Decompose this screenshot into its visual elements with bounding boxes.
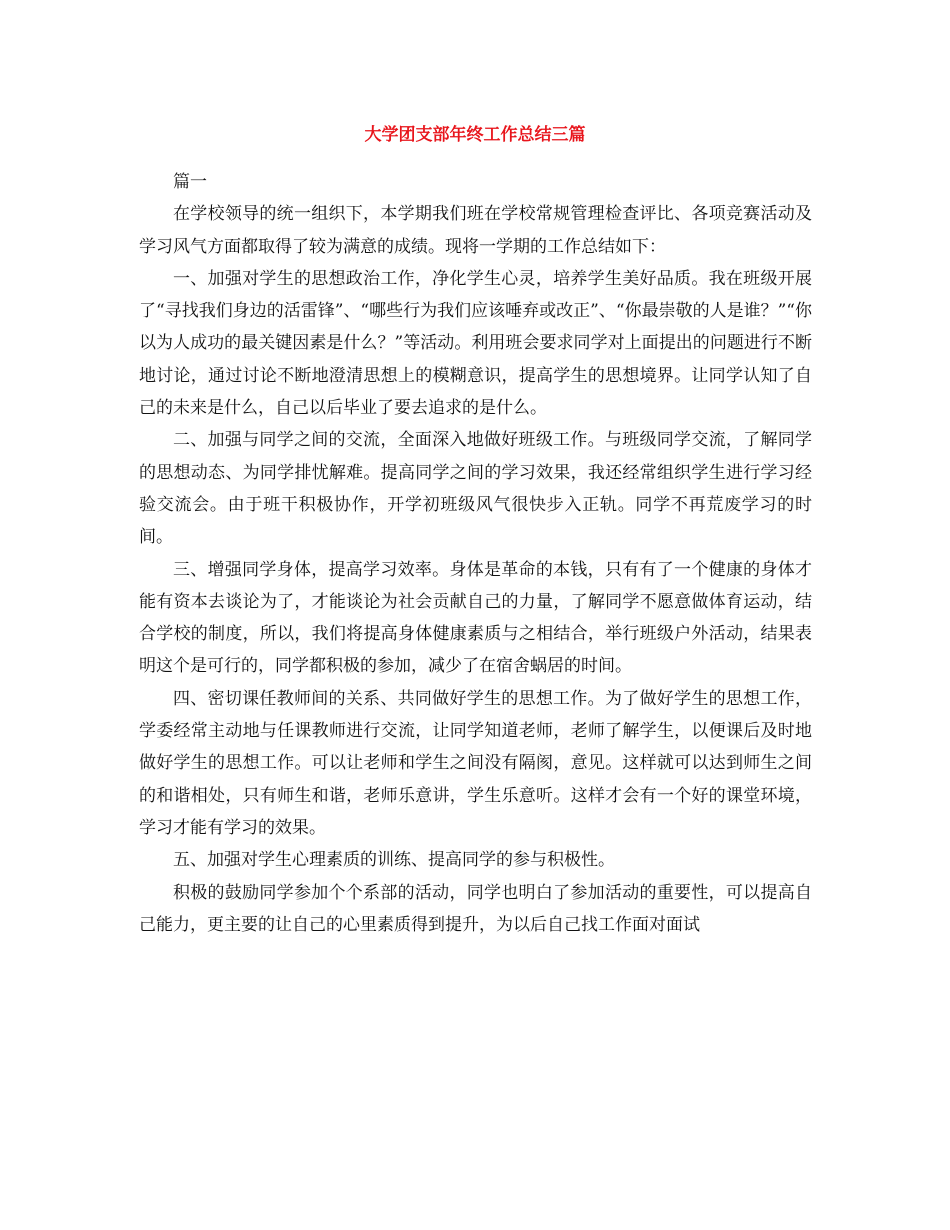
paragraph: 五、加强对学生心理素质的训练、提高同学的参与积极性。	[173, 850, 615, 871]
paragraph: 二、加强与同学之间的交流，全面深入地做好班级工作。与班级同学交流，了解同学的思想动态、为同学排忧解难。提高同学之间的学习效果，我还经常组织学生进行学习经验交流会。由于班干积极协作，开学初班级风气很快步入正轨。同学不再荒废学习的时间。	[139, 430, 812, 548]
paragraph: 一、加强对学生的思想政治工作，净化学生心灵，培养学生美好品质。我在班级开展了“寻找我们身边的活雷锋”、“哪些行为我们应该唾弃或改正”、“你最崇敬的人是谁？”“你以为人成功的最关键因素是什么？”等活动。利用班会要求同学对上面提出的问题进行不断地讨论，通过讨论不断地澄清思想上的模糊意识，提高学生的思想境界。让同学认知了自己的未来是什么，自己以后毕业了要去追求的是什么。	[139, 268, 812, 419]
document-body	[139, 166, 812, 941]
paragraph: 在学校领导的统一组织下，本学期我们班在学校常规管理检查评比、各项竞赛活动及学习风气方面都取得了较为满意的成绩。现将一学期的工作总结如下：	[139, 204, 812, 257]
paragraph: 四、密切课任教师间的关系、共同做好学生的思想工作。为了做好学生的思想工作，学委经常主动地与任课教师进行交流，让同学知道老师，老师了解学生，以便课后及时地做好学生的思想工作。可以让老师和学生之间没有隔阂，意见。这样就可以达到师生之间的和谐相处，只有师生和谐，老师乐意讲，学生乐意听。这样才会有一个好的课堂环境，学习才能有学习的效果。	[139, 688, 812, 838]
paragraph: 三、增强同学身体，提高学习效率。身体是革命的本钱，只有有了一个健康的身体才能有资本去谈论为了，才能谈论为社会贡献自己的力量，了解同学不愿意做体育运动，结合学校的制度，所以，我们将提高身体健康素质与之相结合，举行班级户外活动，结果表明这个是可行的，同学都积极的参加，减少了在宿舍蜗居的时间。	[139, 559, 812, 677]
section-heading: 篇一	[173, 172, 207, 192]
document-title: 大学团支部年终工作总结三篇	[364, 125, 586, 145]
paragraph: 积极的鼓励同学参加个个系部的活动，同学也明白了参加活动的重要性，可以提高自己能力，更主要的让自己的心里素质得到提升，为以后自己找工作面对面试	[139, 882, 812, 935]
